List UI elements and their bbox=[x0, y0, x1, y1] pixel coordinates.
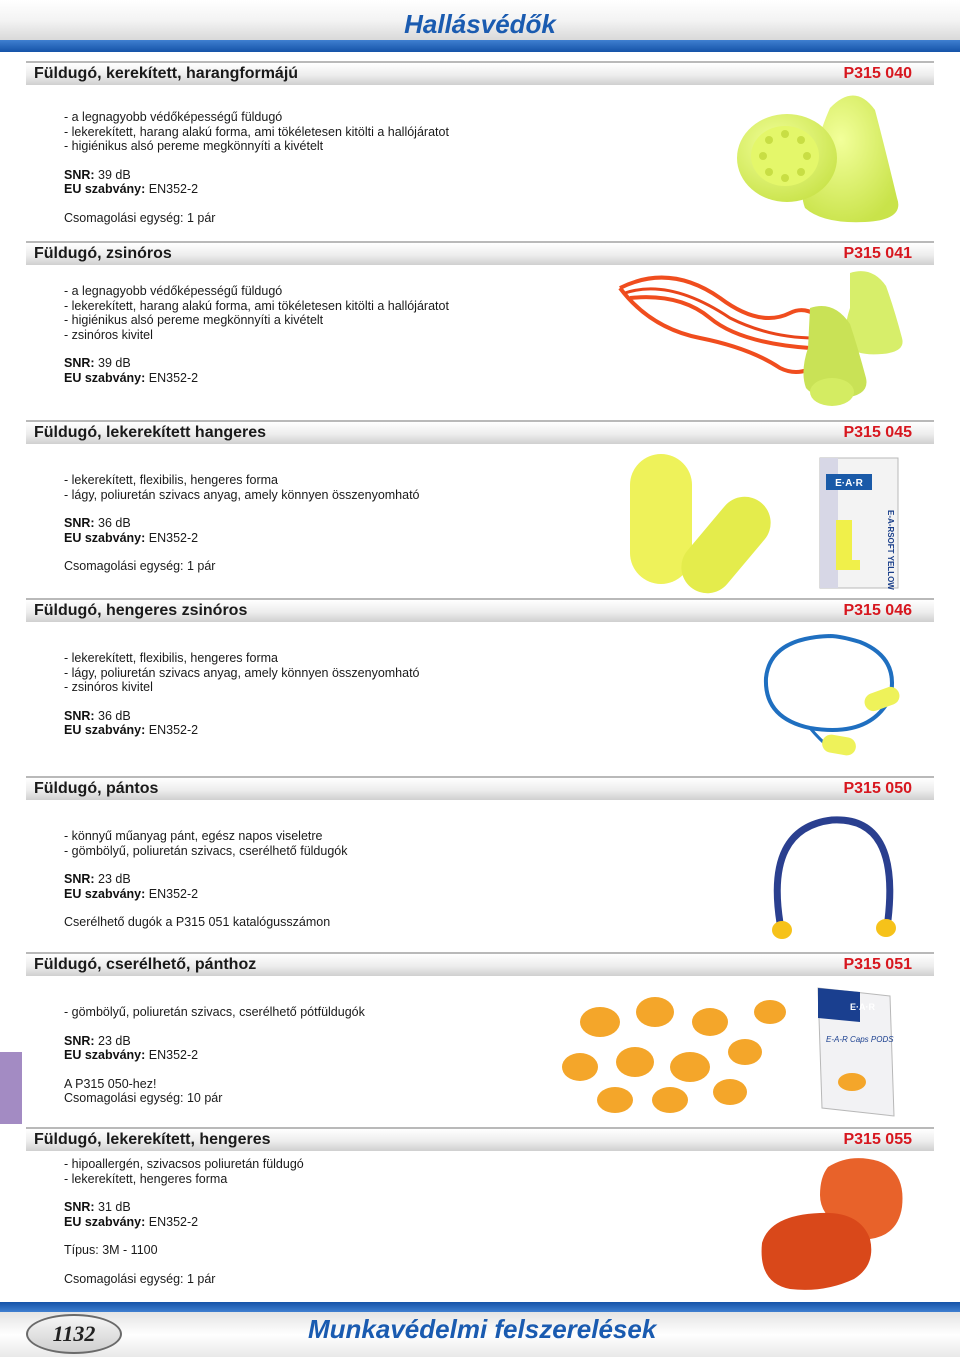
feature-line: - a legnagyobb védőképességű füldugó bbox=[64, 284, 283, 298]
eu-standard-row: EU szabvány: EN352-2 bbox=[64, 370, 199, 385]
packaging-unit: Csomagolási egység: 1 pár bbox=[64, 210, 216, 225]
section-bar-p315-046 bbox=[26, 598, 934, 622]
section-bar-p315-041 bbox=[26, 241, 934, 265]
feature-line: - lekerekített, harang alakú forma, ami tökéletesen kitölti a hallójáratot bbox=[64, 298, 449, 313]
packaging-unit: Csomagolási egység: 1 pár bbox=[64, 559, 216, 573]
feature-line: - zsinóros kivitel bbox=[64, 680, 153, 694]
eu-standard-row: EU szabvány: EN352-2 bbox=[64, 886, 199, 901]
feature-line: - zsinóros kivitel bbox=[64, 327, 153, 342]
snr-row: SNR: 23 dB bbox=[64, 1033, 131, 1048]
feature-line: - a legnagyobb védőképességű füldugó bbox=[64, 110, 283, 124]
box-brand: E·A·R bbox=[850, 1002, 875, 1012]
bell-earplug-image bbox=[735, 88, 910, 230]
product-code: P315 051 bbox=[843, 956, 912, 973]
snr-row: SNR: 36 dB bbox=[64, 516, 131, 530]
section-title: Füldugó, hengeres zsinóros bbox=[34, 602, 248, 619]
feature-line: - higiénikus alsó pereme megkönnyíti a kivételt bbox=[64, 313, 324, 327]
snr-row: SNR: 36 dB bbox=[64, 708, 131, 723]
product-code: P315 045 bbox=[843, 424, 912, 441]
orange-earplug-image bbox=[750, 1155, 910, 1295]
product-description bbox=[64, 829, 624, 930]
section-title: Füldugó, lekerekített, hengeres bbox=[34, 1131, 271, 1148]
box-brand: E·A·R bbox=[835, 478, 863, 489]
corded-earplug-image bbox=[610, 268, 910, 413]
snr-row: SNR: 31 dB bbox=[64, 1200, 131, 1214]
banded-earplug-image bbox=[760, 808, 905, 948]
cylinder-earplug-image bbox=[630, 450, 910, 595]
footer-band bbox=[0, 1302, 960, 1312]
product-description bbox=[64, 1005, 624, 1106]
section-bar-p315-045 bbox=[26, 420, 934, 444]
section-title: Füldugó, zsinóros bbox=[34, 245, 172, 262]
product-description bbox=[64, 284, 624, 385]
product-code: P315 046 bbox=[843, 602, 912, 619]
feature-line: - hipoallergén, szivacsos poliuretán füldugó bbox=[64, 1157, 304, 1171]
product-code: P315 050 bbox=[843, 780, 912, 797]
box-label: E-A-R Caps PODS bbox=[826, 1035, 894, 1044]
eu-standard-row: EU szabvány: EN352-2 bbox=[64, 1048, 199, 1062]
eu-standard-row: EU szabvány: EN352-2 bbox=[64, 182, 199, 196]
product-code: P315 055 bbox=[843, 1131, 912, 1148]
feature-line: - lágy, poliuretán szivacs anyag, amely könnyen összenyomható bbox=[64, 665, 420, 680]
ear-soft-box bbox=[820, 458, 898, 590]
replacement-note: Cserélhető dugók a P315 051 katalógusszámon bbox=[64, 915, 331, 929]
snr-row: SNR: 39 dB bbox=[64, 167, 131, 182]
feature-line: - lekerekített, harang alakú forma, ami tökéletesen kitölti a hallójáratot bbox=[64, 124, 449, 139]
packaging-unit: Csomagolási egység: 10 pár bbox=[64, 1091, 223, 1105]
section-bar-p315-050 bbox=[26, 776, 934, 800]
header-band bbox=[0, 40, 960, 52]
feature-line: - gömbölyű, poliuretán szivacs, cserélhető füldugók bbox=[64, 843, 348, 858]
feature-line: - könnyű műanyag pánt, egész napos viseletre bbox=[64, 829, 323, 843]
packaging-unit: Csomagolási egység: 1 pár bbox=[64, 1271, 216, 1286]
type-note: Típus: 3M - 1100 bbox=[64, 1243, 158, 1257]
feature-line: - higiénikus alsó pereme megkönnyíti a kivételt bbox=[64, 139, 324, 153]
section-bar-p315-051 bbox=[26, 952, 934, 976]
eu-standard-row: EU szabvány: EN352-2 bbox=[64, 530, 199, 545]
section-title: Füldugó, kerekített, harangformájú bbox=[34, 65, 299, 82]
page-header bbox=[0, 0, 960, 52]
snr-row: SNR: 23 dB bbox=[64, 872, 131, 886]
feature-line: - gömbölyű, poliuretán szivacs, cserélhető pótfüldugók bbox=[64, 1005, 365, 1019]
product-description bbox=[64, 110, 624, 225]
page-number: 1132 bbox=[26, 1314, 122, 1354]
product-description bbox=[64, 473, 624, 574]
compatibility-note: A P315 050-hez! bbox=[64, 1076, 157, 1091]
feature-line: - lekerekített, flexibilis, hengeres forma bbox=[64, 651, 278, 665]
product-description bbox=[64, 1157, 624, 1286]
ear-caps-box bbox=[818, 988, 894, 1116]
page-title: Hallásvédők bbox=[404, 9, 556, 39]
section-title: Füldugó, pántos bbox=[34, 780, 159, 797]
page-footer bbox=[0, 1302, 960, 1357]
snr-row: SNR: 39 dB bbox=[64, 356, 131, 370]
replacement-pods-image bbox=[560, 982, 905, 1117]
product-description bbox=[64, 651, 624, 738]
feature-line: - lágy, poliuretán szivacs anyag, amely könnyen összenyomható bbox=[64, 487, 420, 502]
feature-line: - lekerekített, hengeres forma bbox=[64, 1171, 228, 1186]
box-label: E-A-RSOFT YELLOW bbox=[886, 510, 895, 590]
section-title: Füldugó, cserélhető, pánthoz bbox=[34, 956, 257, 973]
chapter-tab bbox=[0, 1052, 22, 1124]
eu-standard-row: EU szabvány: EN352-2 bbox=[64, 1214, 199, 1229]
feature-line: - lekerekített, flexibilis, hengeres forma bbox=[64, 473, 278, 487]
section-title: Füldugó, lekerekített hangeres bbox=[34, 424, 267, 441]
footer-title: Munkavédelmi felszerelések bbox=[308, 1314, 657, 1344]
eu-standard-row: EU szabvány: EN352-2 bbox=[64, 723, 199, 737]
product-code: P315 040 bbox=[843, 65, 912, 82]
section-bar-p315-040 bbox=[26, 61, 934, 85]
product-code: P315 041 bbox=[843, 245, 912, 262]
corded-cylinder-earplug-image bbox=[760, 628, 905, 763]
section-bar-p315-055 bbox=[26, 1127, 934, 1151]
